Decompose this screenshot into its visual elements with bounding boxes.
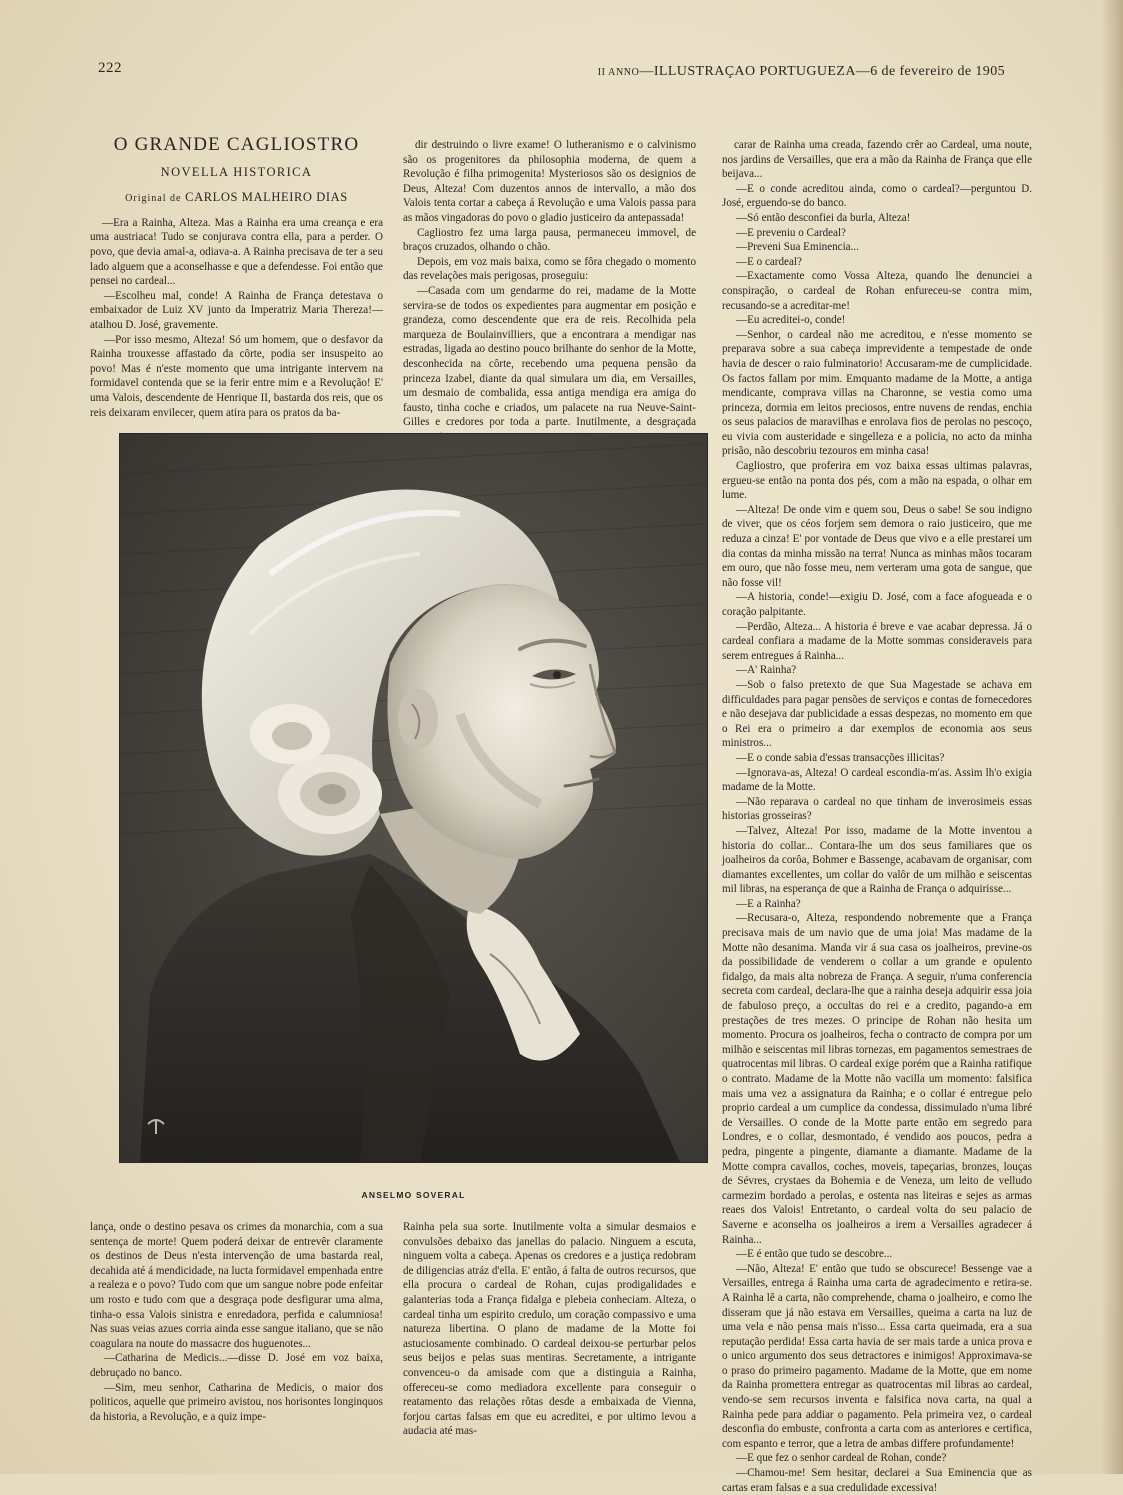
paragraph: —A' Rainha? [736, 664, 797, 677]
paragraph: —Escolheu mal, conde! A Rainha de França detestava o embaixador de Luiz XV junto da Imperatriz Maria Thereza!—atalhou D. José, gravemente. [90, 289, 383, 331]
paragraph: Cagliostro fez uma larga pausa, permaneceu immovel, de braços cruzados, olhando o chão. [403, 226, 696, 254]
paragraph: carar de Rainha uma creada, fazendo crêr ao Cardeal, uma noute, nos jardins de Versailles, que era a mão da Rainha de França que elle beijava... [722, 139, 1032, 181]
page-spine-shadow [1101, 0, 1123, 1474]
paragraph: —Talvez, Alteza! Por isso, madame de la Motte inventou a historia do collar... Contara-lhe um dos seus familiares que os joalheiros da corôa, Bohmer e Bassenge, acabavam de organisar, com diamantes excellentes, um collar do valôr de um milhão e seiscentas mil libras, na esperança de que a Rainha de França o adquirisse... [722, 824, 1032, 896]
running-head [598, 64, 1005, 80]
paragraph: —Eu acreditei-o, conde! [736, 314, 846, 327]
article-title: O GRANDE CAGLIOSTRO [113, 134, 360, 155]
paragraph: —Chamou-me! Sem hesitar, declarei a Sua Eminencia que as cartas eram falsas e a sua credulidade excessiva! [722, 1467, 1032, 1494]
paragraph: —E preveniu o Cardeal? [736, 226, 846, 239]
paragraph: —A historia, conde!—exigiu D. José, com a face afogueada e o coração palpitante. [722, 591, 1032, 618]
paragraph: —Só então desconfiei da burla, Alteza! [736, 211, 911, 224]
paragraph: —Catharina de Medicis...—disse D. José em voz baixa, debruçado no banco. [90, 1352, 383, 1379]
running-head-date: 6 de fevereiro de 1905 [870, 64, 1005, 79]
paragraph: —Sim, meu senhor, Catharina de Medicis, o maior dos politicos, aquelle que primeiro avistou, nos horisontes longinquos da historia, a Revolução, e a quiz impe- [90, 1381, 383, 1423]
paragraph: —Exactamente como Vossa Alteza, quando lhe denunciei a conspiração, o cardeal de Rohan enfureceu-se contra mim, recusando-se a acreditar-me! [722, 270, 1032, 312]
column-2-top [403, 138, 696, 436]
byline-prefix: Original de [125, 193, 182, 205]
column-3 [722, 138, 1032, 1494]
article-byline [90, 190, 383, 207]
paragraph: —Senhor, o cardeal não me acreditou, e n'esse momento se preparava sobre a sua cabeça imprevidente a tempestade de onde havia de descer o raio fulminatorio! Accusaram-me de cumplicidade. Os factos fallam por mim. Emquanto madame de la Motte, a antiga mendicante, comprava villas na Charonne, se vestia como uma princeza, dormia em leitos preciosos, entre nuvens de rendas, enchia os seus palacios de maravilhas e enrolava fios de perolas no pescoço, eu vivia com austeridade e singelleza e a policia, no acto da minha prisão, não descobriu tezouros em minha casa! [722, 328, 1032, 458]
paragraph: —E que fez o senhor cardeal de Rohan, conde? [736, 1452, 947, 1465]
paragraph: lança, onde o destino pesava os crimes da monarchia, com a sua sentença de morte! Quem poderá deixar de entrevêr claramente os destinos de Deus n'esta intervenção de uma bastarda real, decahida até á mendicidade, na lucta formidavel empenhada entre a realeza e o povo? Tudo com que um sangue nobre pode enfeitar um rosto e tudo com que a desgraça pode desfigurar uma alma, tinha-o essa Valois sinistra e enredadora, perfida e calumniosa! Nas suas veias azues corria ainda esse sangue italiano, que se não coagulara na noute do massacre dos huguenotes... [90, 1221, 383, 1350]
column-1-bottom [90, 1220, 383, 1470]
running-head-volume: II ANNO [597, 67, 640, 78]
portrait-illustration [120, 434, 707, 1162]
paragraph: —Perdão, Alteza... A historia é breve e vae acabar depressa. Já o cardeal confiara a madame de la Motte sommas consideraveis para serem entregues á Rainha... [722, 620, 1032, 662]
paragraph: —Sob o falso pretexto de que Sua Magestade se achava em difficuldades para pagar pensões de serviços e contas de fornecedores e não desejava dar publicidade a essas despezas, no momento em que o Rei era o primeiro a dar exemplos de economia aos seus ministros... [722, 678, 1032, 750]
paragraph: —Alteza! De onde vim e quem sou, Deus o sabe! Se sou indigno de viver, que os céos forjem sem demora o raio justiceiro, que me reduza a cinza! E' por vontade de Deus que vivo e a elle prestarei um dia contas da minha missão na terra! Nunca as minhas mãos tocaram em ouro, que não fosse meu, nem verteram uma gota de sangue, que não fosse vil! [722, 503, 1032, 589]
paragraph: Depois, em voz mais baixa, como se fôra chegado o momento das revelações mais perigosas, proseguiu: [403, 255, 696, 283]
paragraph: —E é então que tudo se descobre... [736, 1248, 893, 1261]
paragraph: —E o conde acreditou ainda, como o cardeal?—perguntou D. José, erguendo-se do banco. [722, 182, 1032, 210]
portrait-drawing [120, 434, 707, 1162]
byline-author: CARLOS MALHEIRO DIAS [185, 190, 348, 205]
paragraph: dir destruindo o livre exame! O lutheranismo e o calvinismo são os progenitores da philosophia moderna, de quem a Revolução é filha primogenita! Mysteriosos são os designios de Deus, Alteza! Com duzentos annos de intervallo, a mão dos Valois tenta cortar a cabeça á Revolução e uma Valois passa para as mãos vingadoras do povo o gladio justiceiro da antepassada! [403, 139, 696, 224]
column-1-top-text [90, 216, 383, 420]
paragraph: —Era a Rainha, Alteza. Mas a Rainha era uma creança e era uma austriaca! Tudo se conjurava contra ella, para a perder. O povo, que devia amal-a, odiava-a. A Rainha precisava de ter a seu lado alguem que a aconselhasse e que a defendesse. Foi então que pensei no cardeal... [90, 216, 383, 288]
paragraph: —Casada com um gendarme do rei, madame de la Motte servira-se de todos os expedientes para augmentar em posição e grandeza, como descendente que era de reis. Recolhida pela marqueza de Boulainvilliers, que a encontrara a mendigar nas estradas, ligada ao destino pouco brilhante do senhor de la Motte, desconhecida na côrte, recebendo uma pequena pensão da princeza Izabel, diante da qual simulara um dia, em Versailles, um desmaio de combalida, essa antiga mendiga era amiga do fausto, tinha coche e criados, um palacete na rua Neuve-Saint-Gilles e credores por toda a parte. Inutilmente, a desgraçada [403, 284, 696, 429]
illustration-caption: ANSELMO SOVERAL [361, 1190, 466, 1200]
paragraph: —E a Rainha? [736, 897, 801, 910]
paragraph: —Ignorava-as, Alteza! O cardeal escondia-m'as. Assim lh'o exigia madame de la Motte. [722, 766, 1032, 794]
paragraph: —E o cardeal? [736, 255, 802, 268]
paragraph: Cagliostro, que proferira em voz baixa essas ultimas palavras, ergueu-se então na ponta dos pés, com a mão na espada, o olhar em lume. [722, 460, 1032, 502]
paragraph: —Não, Alteza! E' então que tudo se obscurece! Bessenge vae a Versailles, entrega á Rainha uma carta de agradecimento e retira-se. A Rainha lê a carta, não comprehende, chama o joalheiro, e como lhe disseram que já não estava em Versailles, queima a carta na luz de uma vela e não pensa mais n'isso... Essa carta queimada, era a sua reputação perdida! Essa carta havia de ser mais tarde a unica prova e o unico argumento dos seus detractores e inimigos! Approximava-se o praso do primeiro pagamento. Madame de la Motte, que em nome da Rainha promettera entregar as quatrocentas mil libras ao cardeal, vendo-se sem recursos inventa e falsifica nova carta, na qual a Rainha pede para addiar o pagamento. Pela primeira vez, o cardeal desconfia do embuste, confronta a carta com as anteriores e certifica, com espanto e terror, que a letra de ambas differe profundamente! [722, 1262, 1032, 1450]
column-2-bottom [403, 1220, 696, 1470]
paragraph: —Por isso mesmo, Alteza! Só um homem, que o desfavor da Rainha trouxesse affastado da côrte, podia ser insuspeito ao povo! Mas é n'este momento que uma intrigante intervem na formidavel contenda que se ia ferir entre mim e a Revolução! E' uma Valois, descendente de Henrique II, bastarda dos reis, que os reis deixaram envilecer, quem atira para os pratos da ba- [90, 333, 383, 419]
page-number: 222 [98, 60, 122, 76]
paragraph: Rainha pela sua sorte. Inutilmente volta a simular desmaios e convulsões debaixo das janellas do palacio. Ninguem a escuta, ninguem volta a cabeça. Apenas os credores e a justiça redobram de diligencias atráz d'ella. E' então, á falta de outros recursos, que ella procura o cardeal de Rohan, cujas prodigalidades e galanterias toda a França fidalga e plebeia conheciam. Alteza, o cardeal tinha um espirito credulo, um coração compassivo e uma natureza libertina. O plano de madame de la Motte foi astuciosamente combinado. O cardeal deixou-se perturbar pelos seus beijos e pelas suas mentiras. Secretamente, a intrigante convenceu-o da amisade com que a distinguia a Rainha, offereceu-se como mediadora excellente para conseguir o reatamento das relações rôtas desde a embaixada de Vienna, forjou cartas falsas em que eu acreditei, e por ultimo levou a audacia até mas- [403, 1221, 696, 1438]
paragraph: —E o conde sabia d'essas transacções illicitas? [736, 751, 945, 764]
column-1-top [90, 134, 383, 436]
running-head-title: —ILLUSTRAÇAO PORTUGUEZA— [639, 64, 871, 79]
paragraph: —Não reparava o cardeal no que tinham de inverosimeis essas historias grosseiras? [722, 795, 1032, 823]
paragraph: —Recusara-o, Alteza, respondendo nobremente que a França precisava mais de um navio que de uma joia! Mas madame de la Motte não desanima. Manda vir á sua casa os joalheiros, previne-os da possibilidade de venderem o collar a um grande e opulento fidalgo, da mais alta nobreza de França. A seguir, n'uma conferencia secreta com cardeal, declara-lhe que a rainha deseja adquirir essa joia de fabuloso preço, a occultas do rei e a credito, pagando-a em prestações de tres mezes. O principe de Rohan não hesita um momento. Procura os joalheiros, fecha o contracto de compra por um milhão e seiscentas mil libras tornezas, em pagamentos semestraes de quatrocentas mil libras. O cardeal exige porém que a Rainha ratifique o contrato. Madame de la Motte não vacilla um momento: falsifica mais uma vez a assignatura da Rainha; e o collar é entregue pelo proprio cardeal a um cumplice da condessa, dissimulado n'uma libré de Versailles. O conde de la Motte parte então em segredo para Londres, e o collar, desmontado, é vendido aos poucos, pedra a pedra, pingente a pingente, diamante a diamante. Madame de la Motte compra cavallos, coches, moveis, tapeçarias, bronzes, louças de Sévres, crystaes da Bohemia e de Veneza, um leito de velludo carmezim bordado a perolas, e ostenta nas liteiras e sejes as armas reaes dos Valois! Entretanto, o cardeal volta do seu palacio de Saverne e aconselha os joalheiros a irem a Versailles agradecer á Rainha... [722, 912, 1032, 1246]
paragraph: —Preveni Sua Eminencia... [736, 241, 859, 254]
article-subtitle: NOVELLA HISTORICA [160, 164, 313, 179]
